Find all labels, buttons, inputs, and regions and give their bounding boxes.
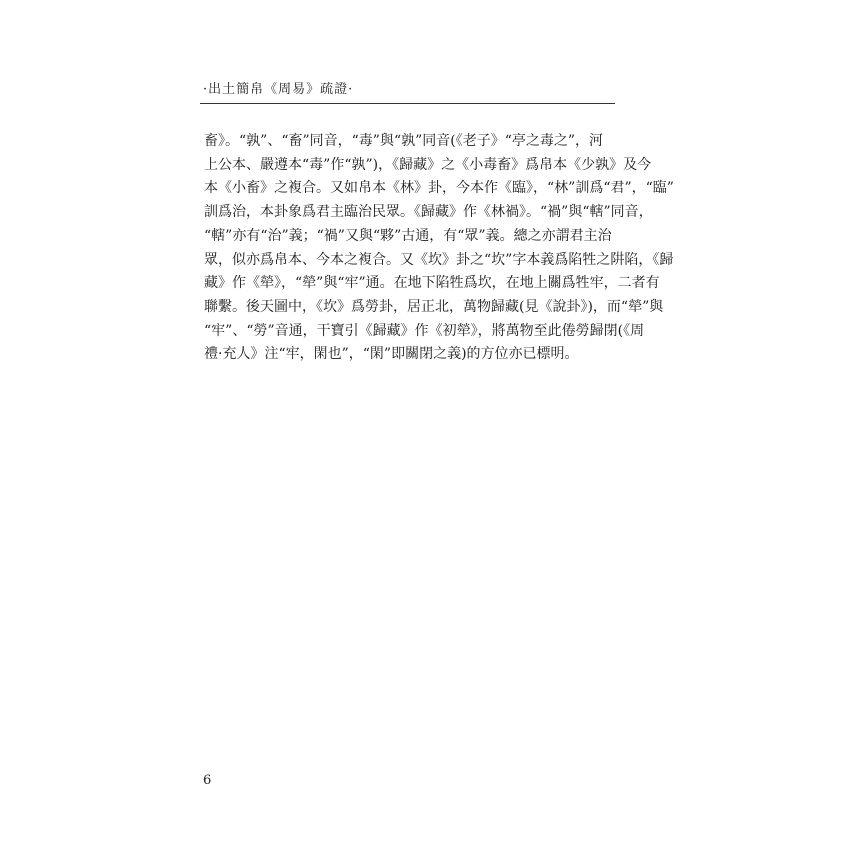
text-line: 藏》作《犖》，“犖”與“牢”通。在地下陷牲爲坎，在地上關爲牲牢，二者有 bbox=[204, 275, 660, 292]
text-line: 畜》。“孰”、“畜”同音，“毒”與“孰”同音(《老子》“亭之毒之”，河 bbox=[204, 133, 604, 149]
running-header: ·出土簡帛《周易》疏證· bbox=[203, 82, 354, 97]
text-line: 眾，似亦爲帛本、今本之複合。又《坎》卦之“坎”字本義爲陷牲之阱陷，《歸 bbox=[204, 251, 674, 268]
text-line: 上公本、嚴遵本“毒”作“孰”)，《歸藏》之《小毒畜》爲帛本《少孰》及今 bbox=[204, 156, 652, 173]
text-line: 禮·充人》注“牢，閑也”，“閑”即關閉之義)的方位亦已標明。 bbox=[204, 346, 579, 363]
text-line: 訓爲治，本卦象爲君主臨治民眾。《歸藏》作《林禍》。“禍”與“轄”同音， bbox=[204, 204, 653, 221]
text-line: “轄”亦有“治”義；“禍”又與“夥”古通，有“眾”義。總之亦謂君主治 bbox=[204, 227, 612, 244]
body-paragraph bbox=[204, 130, 674, 367]
header-rule bbox=[200, 103, 615, 104]
text-line: “牢”、“勞”音通，干寶引《歸藏》作《初犖》，將萬物至此倦勞歸閉(《周 bbox=[204, 322, 645, 339]
text-line: 聯繫。後天圖中，《坎》爲勞卦，居正北，萬物歸藏(見《說卦》)，而“犖”與 bbox=[204, 298, 664, 315]
page-number: 6 bbox=[203, 773, 212, 788]
text-line: 本《小畜》之複合。又如帛本《林》卦，今本作《臨》，“林”訓爲“君”，“臨” bbox=[204, 180, 674, 197]
